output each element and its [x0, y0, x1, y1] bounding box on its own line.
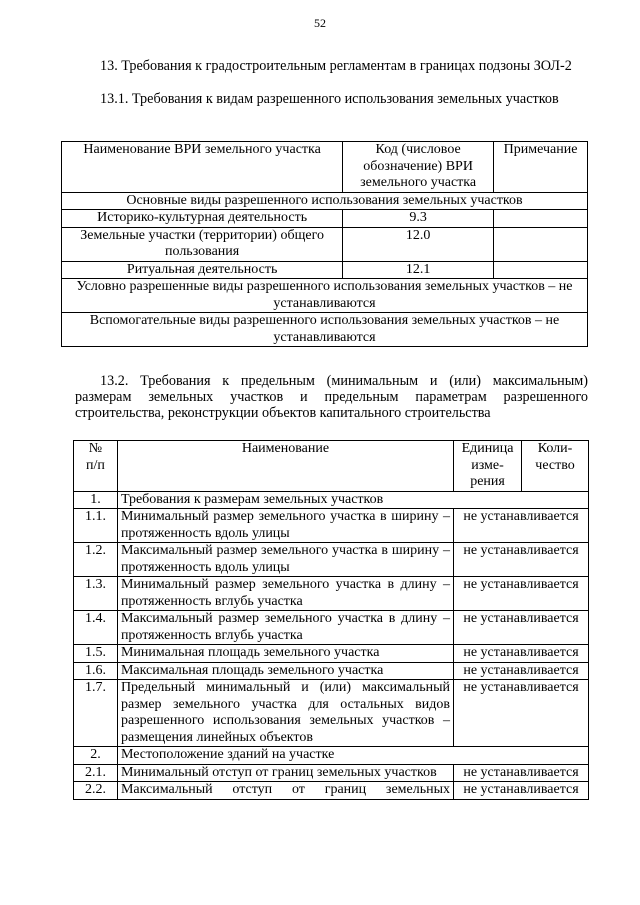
table-header-row	[62, 142, 588, 193]
section-13-heading: 13. Требования к градостроительным регламентам в границах подзоны ЗОЛ-2	[100, 58, 572, 74]
row-number-cell: 1.7.	[74, 680, 118, 747]
row-number-cell: 1.3.	[74, 577, 118, 611]
row-number-cell: 2.2.	[74, 782, 118, 800]
row-number-cell: 1.1.	[74, 509, 118, 543]
table-row	[74, 764, 589, 782]
row-number-cell: 1.	[74, 491, 118, 509]
table-row	[74, 577, 589, 611]
row-name-cell: Максимальный размер земельного участка в ширину – протяженность вдоль улицы	[117, 543, 453, 577]
table-row	[74, 782, 589, 800]
table-row	[74, 662, 589, 680]
row-number-cell: 1.5.	[74, 645, 118, 663]
value-cell: не устанавливается	[454, 543, 589, 577]
table-row	[74, 543, 589, 577]
group-main-label: Основные виды разрешенного использования земельных участков	[62, 192, 588, 210]
use-name-cell: Земельные участки (территории) общего пользования	[62, 227, 343, 261]
row-number-cell: 2.	[74, 747, 118, 765]
header-cell: Единица изме-рения	[454, 441, 522, 492]
value-cell: не устанавливается	[454, 764, 589, 782]
section-row	[74, 491, 589, 509]
limits-table-body	[74, 491, 589, 799]
use-name-cell: Ритуальная деятельность	[62, 261, 343, 279]
header-cell: Наименование	[117, 441, 453, 492]
section-row	[74, 747, 589, 765]
value-cell: не устанавливается	[454, 662, 589, 680]
header-cell: Код (числовое обозначение) ВРИ земельного участка	[343, 142, 494, 193]
table-row	[74, 611, 589, 645]
table-row	[74, 680, 589, 747]
table-header-row	[74, 441, 589, 492]
note-cell	[494, 210, 588, 228]
header-cell: Наименование ВРИ земельного участка	[62, 142, 343, 193]
section-13-2-heading: 13.2. Требования к предельным (минимальным и (или) максимальным) размерам земельных участков и предельным параметрам разрешенного строительства, реконструкции объектов капитального строительства	[75, 373, 588, 421]
table-row	[62, 210, 588, 228]
value-cell: не устанавливается	[454, 611, 589, 645]
row-number-cell: 1.6.	[74, 662, 118, 680]
row-name-cell: Минимальный размер земельного участка в ширину – протяженность вдоль улицы	[117, 509, 453, 543]
header-cell: Коли-чество	[522, 441, 589, 492]
row-name-cell: Минимальная площадь земельного участка	[117, 645, 453, 663]
permitted-use-table	[61, 141, 588, 347]
value-cell: не устанавливается	[454, 577, 589, 611]
row-number-cell: 1.2.	[74, 543, 118, 577]
note-cell	[494, 261, 588, 279]
row-name-cell: Требования к размерам земельных участков	[117, 491, 588, 509]
group-auxiliary-label: Вспомогательные виды разрешенного использования земельных участков – не устанавливаются	[62, 313, 588, 347]
use-name-cell: Историко-культурная деятельность	[62, 210, 343, 228]
note-cell	[494, 227, 588, 261]
table-row	[62, 227, 588, 261]
row-name-cell: Максимальный отступ от границ земельных	[117, 782, 453, 800]
row-number-cell: 1.4.	[74, 611, 118, 645]
row-name-cell: Минимальный размер земельного участка в длину – протяженность вглубь участка	[117, 577, 453, 611]
group-row	[62, 279, 588, 313]
section-13-1-heading: 13.1. Требования к видам разрешенного использования земельных участков	[100, 91, 559, 107]
row-name-cell: Местоположение зданий на участке	[117, 747, 588, 765]
header-cell: Примечание	[494, 142, 588, 193]
use-code-cell: 9.3	[343, 210, 494, 228]
value-cell: не устанавливается	[454, 680, 589, 747]
table-row	[74, 509, 589, 543]
limits-table	[73, 440, 589, 800]
table-row	[62, 261, 588, 279]
use-code-cell: 12.1	[343, 261, 494, 279]
header-cell: № п/п	[74, 441, 118, 492]
use-code-cell: 12.0	[343, 227, 494, 261]
row-name-cell: Предельный минимальный и (или) максимальный размер земельного участка для остальных видов разрешенного использования земельных участков – размещения линейных объектов	[117, 680, 453, 747]
table-row	[74, 645, 589, 663]
page-number: 52	[314, 16, 326, 30]
group-row	[62, 313, 588, 347]
value-cell: не устанавливается	[454, 645, 589, 663]
row-name-cell: Максимальная площадь земельного участка	[117, 662, 453, 680]
value-cell: не устанавливается	[454, 509, 589, 543]
row-name-cell: Максимальный размер земельного участка в длину – протяженность вглубь участка	[117, 611, 453, 645]
row-number-cell: 2.1.	[74, 764, 118, 782]
group-conditional-label: Условно разрешенные виды разрешенного использования земельных участков – не устанавливаются	[62, 279, 588, 313]
value-cell: не устанавливается	[454, 782, 589, 800]
row-name-cell: Минимальный отступ от границ земельных участков	[117, 764, 453, 782]
group-row	[62, 192, 588, 210]
